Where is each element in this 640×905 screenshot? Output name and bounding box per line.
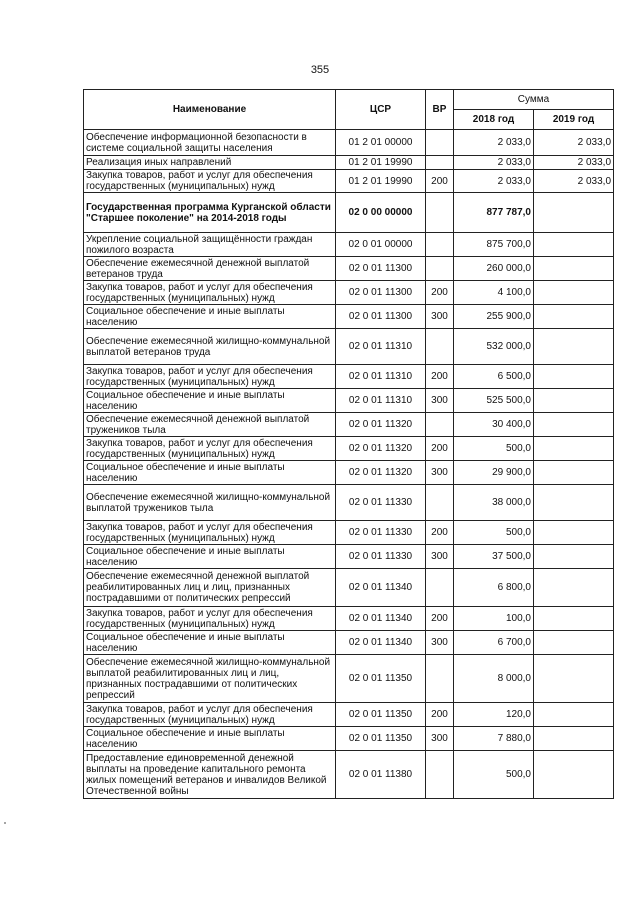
row-amount-2019 bbox=[534, 727, 614, 751]
row-amount-2019 bbox=[534, 305, 614, 329]
row-csr: 02 0 01 11320 bbox=[336, 413, 426, 437]
row-csr: 02 0 01 11320 bbox=[336, 437, 426, 461]
row-amount-2018: 100,0 bbox=[454, 607, 534, 631]
table-row bbox=[84, 329, 614, 365]
row-name: Закупка товаров, работ и услуг для обеспечения государственных (муниципальных) нужд bbox=[84, 607, 336, 631]
row-vr: 200 bbox=[426, 170, 454, 193]
table-row bbox=[84, 389, 614, 413]
row-name: Укрепление социальной защищённости граждан пожилого возраста bbox=[84, 233, 336, 257]
row-amount-2019 bbox=[534, 233, 614, 257]
row-name: Обеспечение ежемесячной денежной выплатой тружеников тыла bbox=[84, 413, 336, 437]
row-amount-2019 bbox=[534, 281, 614, 305]
table-row bbox=[84, 281, 614, 305]
row-amount-2019 bbox=[534, 655, 614, 703]
row-name: Социальное обеспечение и иные выплаты населению bbox=[84, 631, 336, 655]
row-amount-2018: 255 900,0 bbox=[454, 305, 534, 329]
header-vr: ВР bbox=[426, 90, 454, 130]
row-vr bbox=[426, 413, 454, 437]
row-csr: 02 0 01 11330 bbox=[336, 521, 426, 545]
row-csr: 02 0 01 00000 bbox=[336, 233, 426, 257]
row-amount-2019 bbox=[534, 607, 614, 631]
row-csr: 01 2 01 19990 bbox=[336, 156, 426, 170]
row-name: Закупка товаров, работ и услуг для обеспечения государственных (муниципальных) нужд bbox=[84, 521, 336, 545]
row-vr: 200 bbox=[426, 521, 454, 545]
row-amount-2019 bbox=[534, 521, 614, 545]
row-name: Обеспечение информационной безопасности в системе социальной защиты населения bbox=[84, 130, 336, 156]
row-amount-2019: 2 033,0 bbox=[534, 156, 614, 170]
row-name: Предоставление единовременной денежной выплаты на проведение капитального ремонта жилых помещений ветеранов и инвалидов Великой Отечественной войны bbox=[84, 751, 336, 799]
row-name: Закупка товаров, работ и услуг для обеспечения государственных (муниципальных) нужд bbox=[84, 170, 336, 193]
table-row bbox=[84, 461, 614, 485]
row-amount-2019 bbox=[534, 569, 614, 607]
table-row bbox=[84, 170, 614, 193]
header-csr: ЦСР bbox=[336, 90, 426, 130]
table-row bbox=[84, 156, 614, 170]
row-amount-2018: 525 500,0 bbox=[454, 389, 534, 413]
row-name: Обеспечение ежемесячной денежной выплатой ветеранов труда bbox=[84, 257, 336, 281]
row-vr bbox=[426, 233, 454, 257]
row-name: Обеспечение ежемесячной жилищно-коммунальной выплатой тружеников тыла bbox=[84, 485, 336, 521]
row-csr: 02 0 01 11340 bbox=[336, 569, 426, 607]
row-vr: 200 bbox=[426, 281, 454, 305]
scan-speck bbox=[4, 822, 6, 824]
row-csr: 02 0 01 11310 bbox=[336, 389, 426, 413]
row-csr: 02 0 01 11350 bbox=[336, 703, 426, 727]
row-amount-2018: 30 400,0 bbox=[454, 413, 534, 437]
row-amount-2019 bbox=[534, 751, 614, 799]
row-amount-2018: 7 880,0 bbox=[454, 727, 534, 751]
row-vr bbox=[426, 751, 454, 799]
row-amount-2019 bbox=[534, 545, 614, 569]
row-amount-2018: 6 800,0 bbox=[454, 569, 534, 607]
row-amount-2019 bbox=[534, 329, 614, 365]
row-csr: 02 0 01 11300 bbox=[336, 281, 426, 305]
table-row bbox=[84, 437, 614, 461]
row-amount-2018: 500,0 bbox=[454, 437, 534, 461]
header-year-2018: 2018 год bbox=[454, 110, 534, 130]
row-amount-2018: 37 500,0 bbox=[454, 545, 534, 569]
row-amount-2018: 532 000,0 bbox=[454, 329, 534, 365]
row-name: Социальное обеспечение и иные выплаты населению bbox=[84, 727, 336, 751]
row-name: Закупка товаров, работ и услуг для обеспечения государственных (муниципальных) нужд bbox=[84, 437, 336, 461]
row-name: Социальное обеспечение и иные выплаты населению bbox=[84, 389, 336, 413]
row-name: Социальное обеспечение и иные выплаты населению bbox=[84, 545, 336, 569]
row-amount-2018: 500,0 bbox=[454, 521, 534, 545]
table-row bbox=[84, 607, 614, 631]
table-row bbox=[84, 631, 614, 655]
row-csr: 02 0 00 00000 bbox=[336, 193, 426, 233]
table-row bbox=[84, 305, 614, 329]
row-amount-2018: 877 787,0 bbox=[454, 193, 534, 233]
row-csr: 02 0 01 11330 bbox=[336, 545, 426, 569]
row-amount-2019 bbox=[534, 461, 614, 485]
row-csr: 02 0 01 11320 bbox=[336, 461, 426, 485]
row-amount-2018: 2 033,0 bbox=[454, 156, 534, 170]
table-row bbox=[84, 193, 614, 233]
row-name: Реализация иных направлений bbox=[84, 156, 336, 170]
row-amount-2019: 2 033,0 bbox=[534, 170, 614, 193]
row-name: Обеспечение ежемесячной жилищно-коммунальной выплатой ветеранов труда bbox=[84, 329, 336, 365]
row-vr: 200 bbox=[426, 437, 454, 461]
row-csr: 02 0 01 11350 bbox=[336, 727, 426, 751]
row-csr: 02 0 01 11350 bbox=[336, 655, 426, 703]
table-row bbox=[84, 521, 614, 545]
row-vr bbox=[426, 329, 454, 365]
row-vr: 300 bbox=[426, 389, 454, 413]
row-vr bbox=[426, 569, 454, 607]
row-name: Закупка товаров, работ и услуг для обеспечения государственных (муниципальных) нужд bbox=[84, 281, 336, 305]
row-csr: 02 0 01 11340 bbox=[336, 631, 426, 655]
table-body bbox=[84, 130, 614, 799]
row-vr: 200 bbox=[426, 607, 454, 631]
row-amount-2019 bbox=[534, 413, 614, 437]
row-csr: 02 0 01 11300 bbox=[336, 257, 426, 281]
page-number: 355 bbox=[310, 64, 330, 76]
row-vr bbox=[426, 156, 454, 170]
row-vr bbox=[426, 193, 454, 233]
row-name: Государственная программа Курганской области "Старшее поколение" на 2014-2018 годы bbox=[84, 193, 336, 233]
row-name: Социальное обеспечение и иные выплаты населению bbox=[84, 461, 336, 485]
row-vr: 300 bbox=[426, 631, 454, 655]
row-amount-2018: 38 000,0 bbox=[454, 485, 534, 521]
row-csr: 01 2 01 19990 bbox=[336, 170, 426, 193]
row-amount-2018: 120,0 bbox=[454, 703, 534, 727]
table-row bbox=[84, 365, 614, 389]
row-vr bbox=[426, 257, 454, 281]
table-row bbox=[84, 545, 614, 569]
row-vr: 200 bbox=[426, 365, 454, 389]
row-vr: 300 bbox=[426, 727, 454, 751]
row-csr: 02 0 01 11310 bbox=[336, 365, 426, 389]
row-amount-2018: 29 900,0 bbox=[454, 461, 534, 485]
table-row bbox=[84, 257, 614, 281]
row-csr: 01 2 01 00000 bbox=[336, 130, 426, 156]
row-amount-2019 bbox=[534, 631, 614, 655]
row-csr: 02 0 01 11300 bbox=[336, 305, 426, 329]
table-row bbox=[84, 727, 614, 751]
row-csr: 02 0 01 11380 bbox=[336, 751, 426, 799]
row-name: Обеспечение ежемесячной денежной выплатой реабилитированных лиц и лиц, признанных пострадавшими от политических репрессий bbox=[84, 569, 336, 607]
row-amount-2018: 8 000,0 bbox=[454, 655, 534, 703]
row-name: Закупка товаров, работ и услуг для обеспечения государственных (муниципальных) нужд bbox=[84, 703, 336, 727]
table-row bbox=[84, 569, 614, 607]
budget-table bbox=[83, 89, 614, 799]
table-row bbox=[84, 485, 614, 521]
row-amount-2019 bbox=[534, 703, 614, 727]
row-amount-2018: 6 500,0 bbox=[454, 365, 534, 389]
row-amount-2018: 2 033,0 bbox=[454, 130, 534, 156]
header-sum: Сумма bbox=[454, 90, 614, 110]
row-amount-2019 bbox=[534, 257, 614, 281]
row-amount-2019 bbox=[534, 365, 614, 389]
row-vr: 200 bbox=[426, 703, 454, 727]
row-csr: 02 0 01 11330 bbox=[336, 485, 426, 521]
row-amount-2019: 2 033,0 bbox=[534, 130, 614, 156]
row-vr: 300 bbox=[426, 305, 454, 329]
table-row bbox=[84, 751, 614, 799]
row-amount-2019 bbox=[534, 193, 614, 233]
row-amount-2018: 2 033,0 bbox=[454, 170, 534, 193]
row-name: Закупка товаров, работ и услуг для обеспечения государственных (муниципальных) нужд bbox=[84, 365, 336, 389]
row-amount-2019 bbox=[534, 437, 614, 461]
row-amount-2018: 500,0 bbox=[454, 751, 534, 799]
header-name: Наименование bbox=[84, 90, 336, 130]
row-name: Обеспечение ежемесячной жилищно-коммунальной выплатой реабилитированных лиц и лиц, признанных пострадавшими от политических репрессий bbox=[84, 655, 336, 703]
row-amount-2018: 4 100,0 bbox=[454, 281, 534, 305]
row-vr: 300 bbox=[426, 545, 454, 569]
row-csr: 02 0 01 11310 bbox=[336, 329, 426, 365]
row-amount-2019 bbox=[534, 389, 614, 413]
row-amount-2018: 6 700,0 bbox=[454, 631, 534, 655]
row-amount-2018: 260 000,0 bbox=[454, 257, 534, 281]
row-vr bbox=[426, 655, 454, 703]
header-year-2019: 2019 год bbox=[534, 110, 614, 130]
table-row bbox=[84, 413, 614, 437]
row-amount-2018: 875 700,0 bbox=[454, 233, 534, 257]
row-csr: 02 0 01 11340 bbox=[336, 607, 426, 631]
table-row bbox=[84, 233, 614, 257]
table-row bbox=[84, 655, 614, 703]
table-row bbox=[84, 130, 614, 156]
row-name: Социальное обеспечение и иные выплаты населению bbox=[84, 305, 336, 329]
row-vr bbox=[426, 130, 454, 156]
row-amount-2019 bbox=[534, 485, 614, 521]
table-row bbox=[84, 703, 614, 727]
row-vr: 300 bbox=[426, 461, 454, 485]
row-vr bbox=[426, 485, 454, 521]
